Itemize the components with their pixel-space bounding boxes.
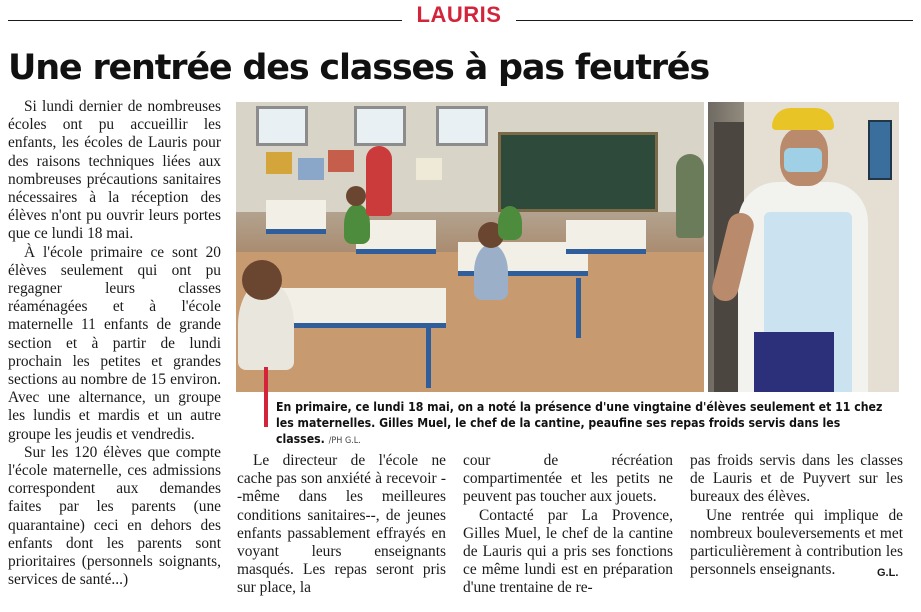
photo-desk: [566, 220, 646, 254]
paragraph: Contacté par La Provence, Gilles Muel, le chef de la cantine de Lauris qui a pris ses fonctions ce même lundi est en préparation d'une trentaine de re-: [463, 506, 673, 597]
photo-pupil: [474, 244, 508, 300]
photo-teacher: [676, 154, 704, 238]
caption-accent-bar: [264, 367, 268, 427]
photo-window: [354, 106, 406, 146]
photo-desk-leg: [426, 328, 431, 388]
photo-blackboard: [498, 132, 658, 212]
classroom-photo: [236, 102, 704, 392]
section-kicker: LAURIS: [416, 2, 502, 27]
photo-pupil-head: [346, 186, 366, 206]
chef-photo: [708, 102, 899, 392]
photo-window: [256, 106, 308, 146]
rule-left: [8, 20, 402, 21]
photo-desk-leg: [576, 278, 581, 338]
photo-poster: [266, 152, 292, 174]
photo-poster: [298, 158, 324, 180]
paragraph: cour de récréation compartimentée et les petits ne peuvent pas toucher aux jouets.: [463, 452, 673, 506]
paragraph: Sur les 120 élèves que compte l'école maternelle, ces admissions correspondent aux demandes faites par les parents (une quarantaine) ceci en dehors des enfants dont les parents sont prioritaires (personnels soignants, services de santé...): [8, 443, 221, 589]
paragraph: Si lundi dernier de nombreuses écoles ont pu accueillir les enfants, les écoles de Lauris pour des raisons techniques liées aux nombreuses précautions sanitaires nécessaires à la réception des élèves n'ont pu ouvrir leurs portes que ce lundi 18 mai.: [8, 98, 221, 243]
photo-teacher: [366, 146, 392, 216]
article-column-2: [237, 452, 446, 598]
caption-text: En primaire, ce lundi 18 mai, on a noté la présence d'une vingtaine d'élèves seulement et 11 chez les maternelles. Gilles Muel, le chef de la cantine, peaufine ses repas froids servis dans les classes.: [276, 400, 883, 446]
paragraph: Une rentrée qui implique de nombreux bouleversements et met particulièrement à contribution les personnels enseignants.: [690, 506, 903, 579]
photo-window: [436, 106, 488, 146]
photo-chef-visor: [772, 108, 834, 130]
paragraph: pas froids servis dans les classes de Lauris et de Puyvert sur les bureaux des élèves.: [690, 452, 903, 506]
author-signature: G.L.: [877, 567, 899, 579]
paragraph: À l'école primaire ce sont 20 élèves seulement qui ont pu regagner leurs classes réaménagées et à l'école maternelle 11 enfants de grande section et à partir de lundi prochain les petites et grandes sections au nombre de 15 environ. Avec une alternance, un groupe les lundis et mardis et un autre groupe les jeudis et vendredis.: [8, 243, 221, 443]
article-column-4: [690, 452, 903, 579]
photo-credit: /PH G.L.: [328, 436, 361, 446]
photo-poster: [328, 150, 354, 172]
photo-chef-apron-blue: [754, 332, 834, 392]
photo-pupil: [498, 206, 522, 240]
article-column-1: [8, 98, 221, 589]
photo-desk: [266, 200, 326, 234]
article-column-3: [463, 452, 673, 598]
photo-poster: [416, 158, 442, 180]
photo-chef-mask: [784, 148, 822, 172]
photo-caption: [276, 399, 884, 449]
article-headline: Une rentrée des classes à pas feutrés: [8, 48, 709, 88]
section-header: [8, 2, 913, 30]
paragraph: Le directeur de l'école ne cache pas son anxiété à recevoir --même dans les meilleures conditions sanitaires--, de jeunes enfants passablement effrayés en voyant leurs enseignants masqués. Les repas seront pris sur place, la: [237, 452, 446, 597]
rule-right: [516, 20, 913, 21]
photo-frame: [868, 120, 892, 180]
photo-pupil-head: [242, 260, 282, 300]
